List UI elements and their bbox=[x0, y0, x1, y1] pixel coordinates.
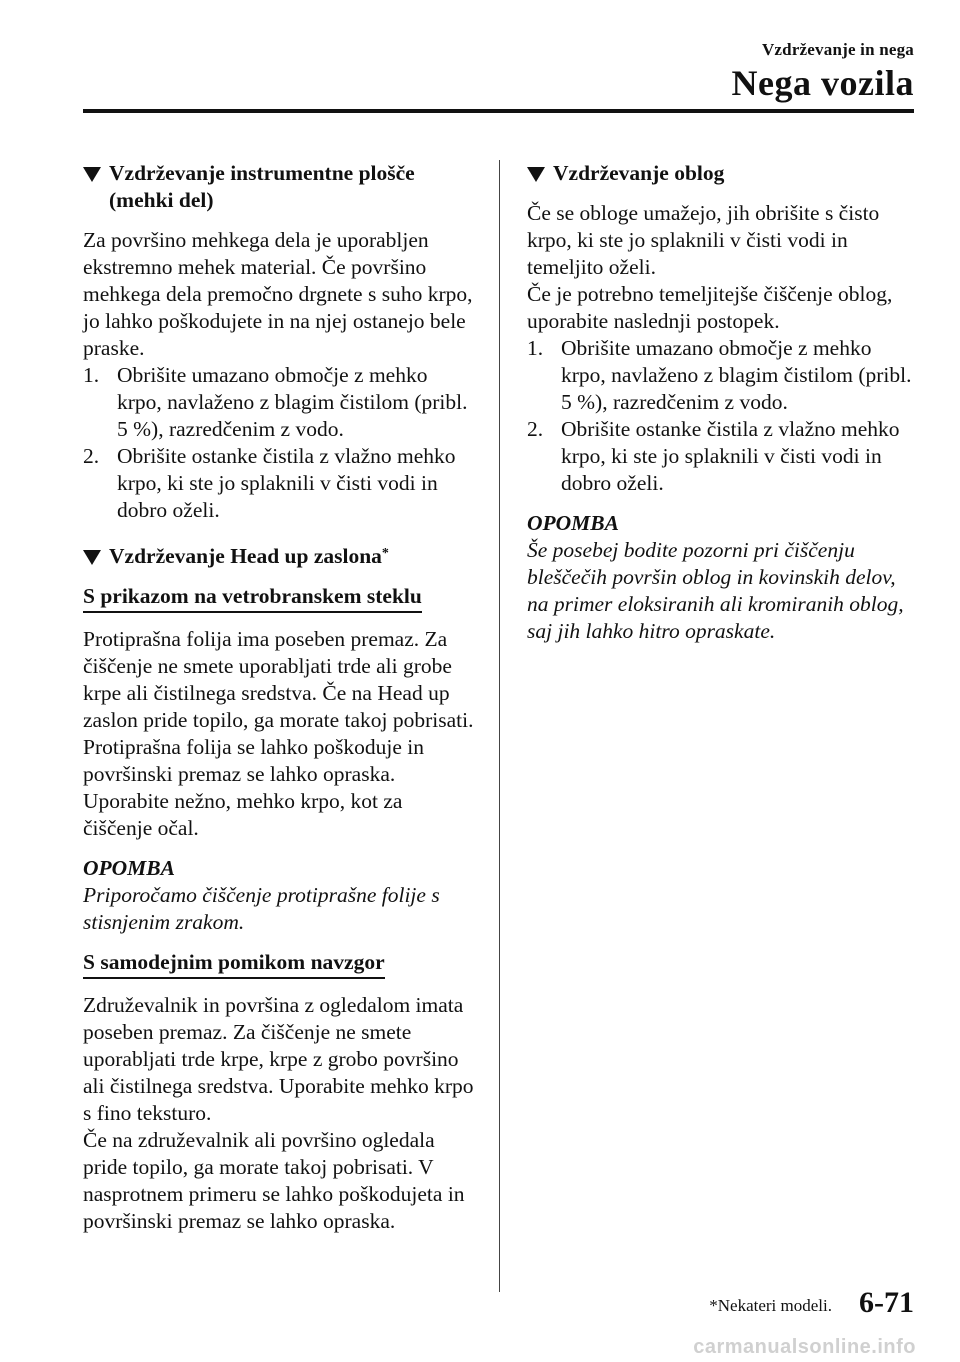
step-list bbox=[527, 335, 919, 497]
step-text: Obrišite ostanke čistila z vlažno mehko krpo, ki ste jo splaknili v čisti vodi in dobro oželi. bbox=[117, 444, 456, 522]
note-text: Še posebej bodite pozorni pri čiščenju bleščečih površin oblog in kovinskih delov, na primer eloksiranih ali kromiranih oblog, saj jih lahko hitro opraskate. bbox=[527, 538, 904, 643]
subheading-auto-popup: S samodejnim pomikom navzgor bbox=[83, 949, 385, 979]
paragraph: Za površino mehkega dela je uporabljen ekstremno mehek material. Če površino mehkega dela premočno drgnete s suho krpo, jo lahko poškodujete in na njej ostanejo bele praske. bbox=[83, 228, 473, 360]
page-title: Nega vozila bbox=[731, 63, 914, 103]
list-item bbox=[83, 443, 475, 524]
triangle-marker-icon bbox=[527, 167, 545, 182]
step-number: 2. bbox=[83, 444, 100, 468]
step-text: Obrišite umazano območje z mehko krpo, navlaženo z blagim čistilom (pribl. 5 %), razredčenim z vodo. bbox=[561, 336, 912, 414]
list-item bbox=[527, 335, 919, 416]
paragraph: Če na združevalnik ali površino ogledala pride topilo, ga morate takoj pobrisati. V nasprotnem primeru se lahko poškodujeta in površinski premaz se lahko opraska. bbox=[83, 1128, 465, 1233]
paragraph: Protiprašna folija ima poseben premaz. Za čiščenje ne smete uporabljati trde ali grobe krpe ali čistilnega sredstva. Če na Head up zaslon pride topilo, ga morate takoj pobrisati. Protiprašna folija se lahko poškoduje in površinski premaz se lahko opraska. Uporabite nežno, mehko krpo, kot za čiščenje očal. bbox=[83, 627, 474, 840]
heading-line-1: Vzdrževanje instrumentne plošče bbox=[109, 161, 415, 185]
triangle-marker-icon bbox=[83, 550, 101, 565]
step-list bbox=[83, 362, 475, 524]
column-divider bbox=[499, 160, 500, 1292]
step-number: 2. bbox=[527, 417, 544, 441]
section-heading-instrument-panel bbox=[83, 160, 475, 214]
step-number: 1. bbox=[83, 363, 100, 387]
right-column bbox=[527, 160, 919, 645]
note-label: OPOMBA bbox=[83, 856, 175, 880]
triangle-marker-icon bbox=[83, 167, 101, 182]
watermark: carmanualsonline.info bbox=[693, 1336, 916, 1358]
paragraph: Če je potrebno temeljitejše čiščenje oblog, uporabite naslednji postopek. bbox=[527, 282, 893, 333]
left-column bbox=[83, 160, 475, 1235]
list-item bbox=[527, 416, 919, 497]
asterisk-marker: * bbox=[381, 546, 389, 561]
heading-text: Vzdrževanje oblog bbox=[553, 161, 725, 185]
header-rule bbox=[83, 109, 914, 113]
paragraph: Združevalnik in površina z ogledalom imata poseben premaz. Za čiščenje ne smete uporabljati trde krpe, krpe z grobo površino ali čistilnega sredstva. Uporabite mehko krpo s fino teksturo. bbox=[83, 993, 474, 1125]
footnote: *Nekateri modeli. bbox=[709, 1296, 832, 1315]
subheading-windshield: S prikazom na vetrobranskem steklu bbox=[83, 583, 422, 613]
list-item bbox=[83, 362, 475, 443]
header-kicker: Vzdrževanje in nega bbox=[761, 40, 914, 59]
paragraph: Če se obloge umažejo, jih obrišite s čisto krpo, ki ste jo splaknili v čisti vodi in temeljito oželi. bbox=[527, 201, 880, 279]
step-number: 1. bbox=[527, 336, 544, 360]
section-heading-head-up bbox=[83, 543, 475, 570]
step-text: Obrišite umazano območje z mehko krpo, navlaženo z blagim čistilom (pribl. 5 %), razredčenim z vodo. bbox=[117, 363, 468, 441]
step-text: Obrišite ostanke čistila z vlažno mehko krpo, ki ste jo splaknili v čisti vodi in dobro oželi. bbox=[561, 417, 900, 495]
page-number: 6-71 bbox=[859, 1286, 914, 1319]
note-text: Priporočamo čiščenje protiprašne folije s stisnjenim zrakom. bbox=[83, 883, 440, 934]
note-label: OPOMBA bbox=[527, 511, 619, 535]
heading-line-2: (mehki del) bbox=[109, 188, 214, 212]
section-heading-upholstery bbox=[527, 160, 919, 187]
heading-text: Vzdrževanje Head up zaslona bbox=[109, 544, 382, 568]
